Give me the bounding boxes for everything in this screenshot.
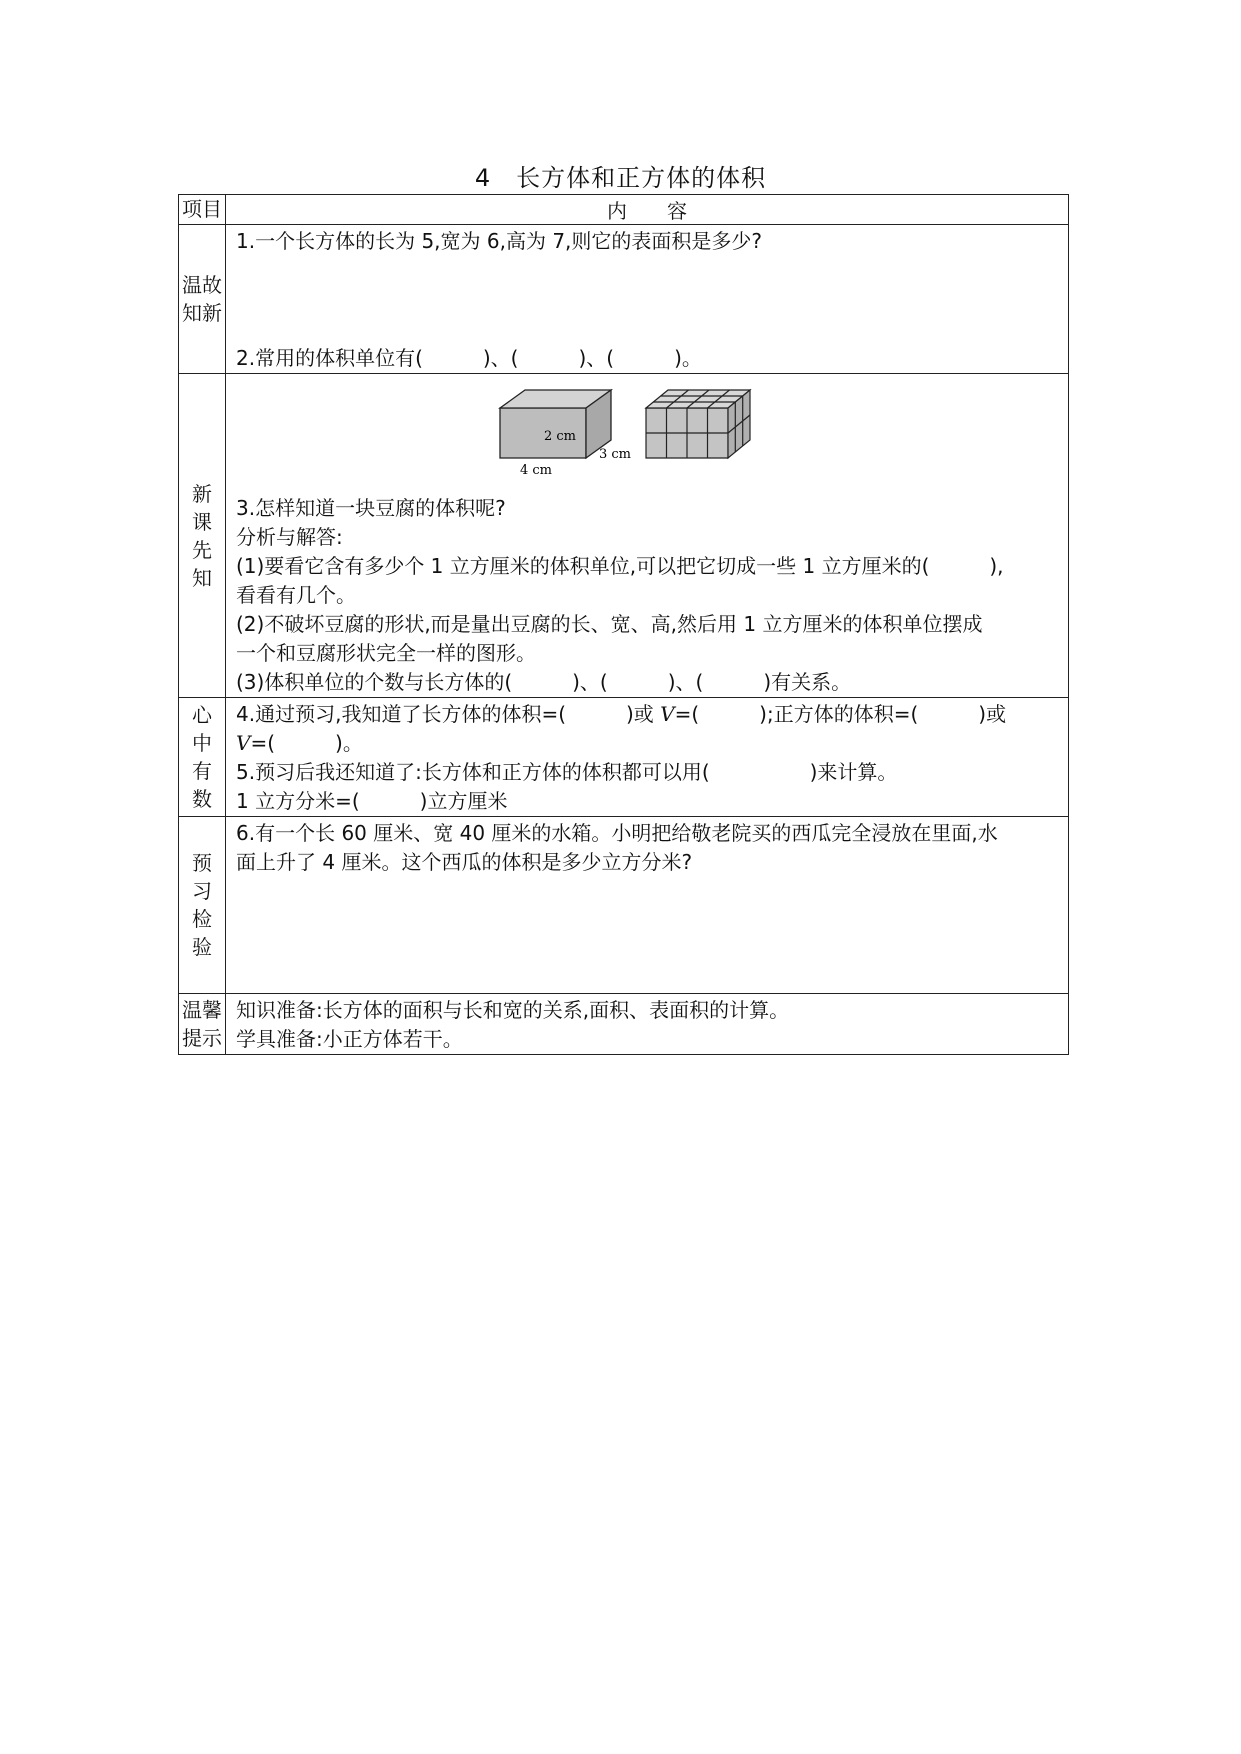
review-label-text: 温故知新	[182, 273, 222, 325]
preview-row	[179, 374, 1069, 698]
table-header-row	[179, 195, 1069, 225]
tips-row	[179, 994, 1069, 1055]
cuboid-diagram	[498, 386, 788, 478]
tip-knowledge: 知识准备:长方体的面积与长和宽的关系,面积、表面积的计算。	[236, 998, 790, 1022]
review-content	[226, 225, 1069, 374]
q4-var-v-2: V	[236, 731, 251, 755]
tips-label-text: 温馨提示	[182, 998, 222, 1050]
header-item-cell: 项目	[179, 195, 226, 225]
check-content	[226, 817, 1069, 994]
point-2-line-1: (2)不破坏豆腐的形状,而是量出豆腐的长、宽、高,然后用 1 立方厘米的体积单位摆成	[236, 612, 983, 636]
page-title: 4 长方体和正方体的体积	[474, 164, 767, 192]
q4-var-v: V	[660, 702, 675, 726]
q4-text-c: =( )。	[250, 731, 363, 755]
preview-label	[179, 374, 226, 698]
question-6-line-1: 6.有一个长 60 厘米、宽 40 厘米的水箱。小明把给敬老院买的西瓜完全浸放在里面,水	[236, 821, 998, 845]
check-label-text: 预习检验	[192, 851, 212, 959]
check-label	[179, 817, 226, 994]
height-label: 2 cm	[544, 429, 577, 444]
q4-text-a: 4.通过预习,我知道了长方体的体积=( )或	[236, 702, 661, 726]
point-3: (3)体积单位的个数与长方体的( )、( )、( )有关系。	[236, 670, 852, 694]
width-label: 3 cm	[599, 447, 632, 462]
mind-label-text: 心中有数	[192, 703, 212, 811]
check-row	[179, 817, 1069, 994]
point-1-line-1: (1)要看它含有多少个 1 立方厘米的体积单位,可以把它切成一些 1 立方厘米的( ),	[236, 554, 1004, 578]
q4-text-b: =( );正方体的体积=( )或	[674, 702, 1007, 726]
question-5: 5.预习后我还知道了:长方体和正方体的体积都可以用( )来计算。	[236, 760, 898, 784]
question-1: 1.一个长方体的长为 5,宽为 6,高为 7,则它的表面积是多少?	[236, 229, 763, 253]
cuboid-figure	[236, 374, 1060, 494]
worksheet-table	[178, 194, 1069, 1055]
question-2: 2.常用的体积单位有( )、( )、( )。	[236, 346, 702, 370]
tips-label	[179, 994, 226, 1055]
unit-cube-cuboid	[646, 390, 750, 458]
mind-row	[179, 698, 1069, 817]
point-2-line-2: 一个和豆腐形状完全一样的图形。	[236, 641, 536, 665]
question-4-line-2	[236, 729, 1060, 758]
point-1-line-2: 看看有几个。	[236, 583, 356, 607]
mind-label	[179, 698, 226, 817]
length-label: 4 cm	[520, 463, 553, 478]
analysis-label: 分析与解答:	[236, 525, 343, 549]
preview-content	[226, 374, 1069, 698]
answer-space	[236, 256, 1060, 344]
tip-tools: 学具准备:小正方体若干。	[236, 1027, 463, 1051]
question-6-line-2: 面上升了 4 厘米。这个西瓜的体积是多少立方分米?	[236, 850, 693, 874]
mind-content	[226, 698, 1069, 817]
header-content-cell: 内 容	[226, 195, 1069, 225]
question-5-conversion: 1 立方分米=( )立方厘米	[236, 789, 508, 813]
preview-label-text: 新课先知	[192, 481, 212, 590]
review-row	[179, 225, 1069, 374]
review-label	[179, 225, 226, 374]
question-4-line-1	[236, 700, 1060, 729]
tips-content	[226, 994, 1069, 1055]
question-3: 3.怎样知道一块豆腐的体积呢?	[236, 496, 506, 520]
